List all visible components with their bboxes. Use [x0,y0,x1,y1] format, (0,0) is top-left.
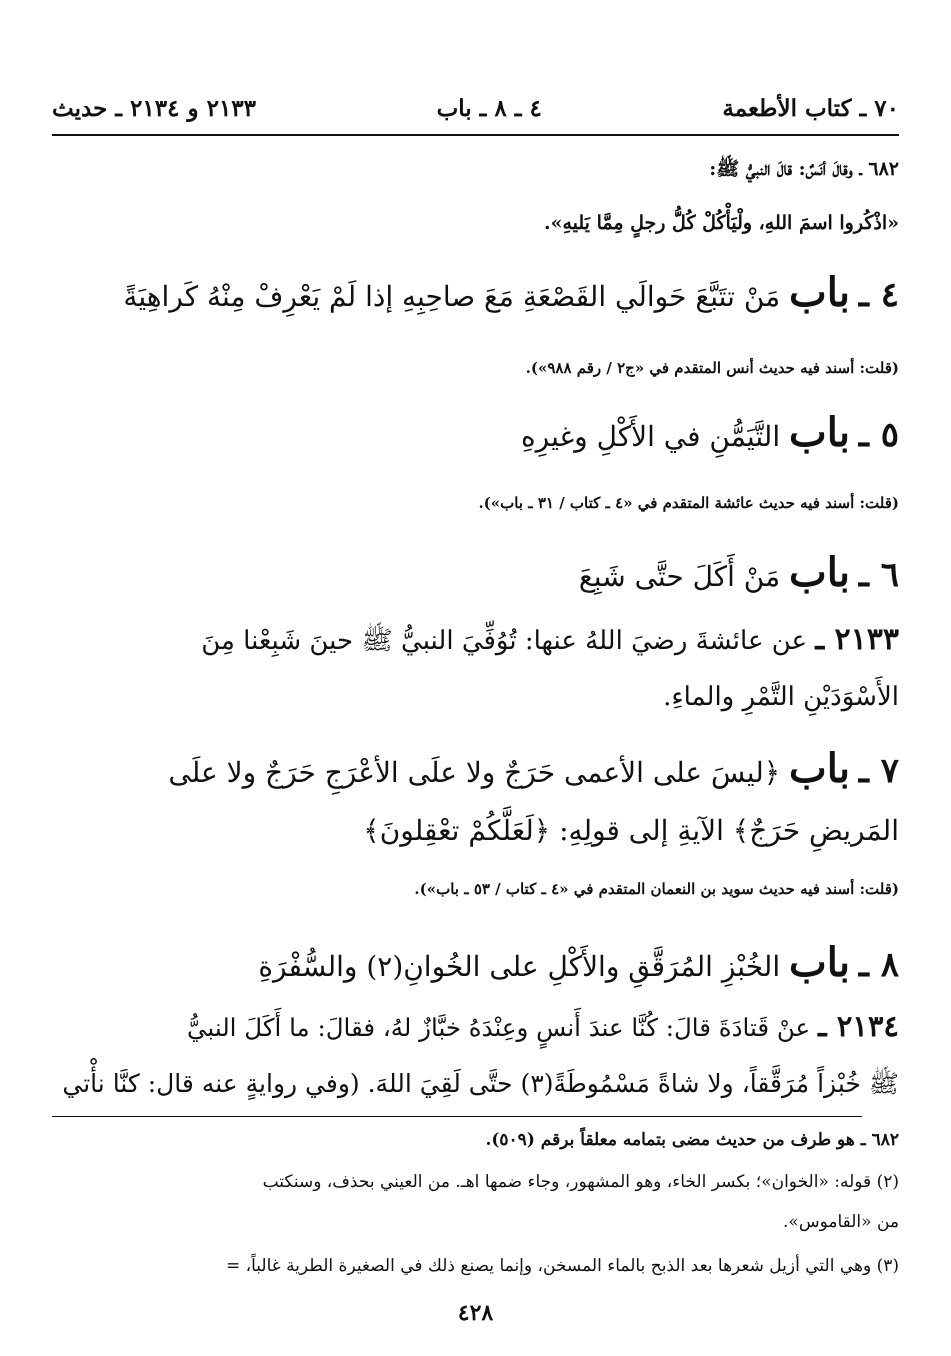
hadith-text-line-1: عنْ قَتادَةَ قالَ: كُنَّا عندَ أَنسٍ وعِنْدَهُ خبَّازٌ لهُ، فقالَ: ما أَكَلَ النبيُّ [187,1013,811,1042]
hadith-number: ٢١٣٤ ـ [818,1009,899,1043]
header-chapter-range: ٤ ـ ٨ ـ باب [436,94,542,122]
intro-line-1: ٦٨٢ ـ وقالَ أنَسٌ: قالَ النبيُّ ﷺ: [709,158,899,180]
editor-note-3: (قلت: أسند فيه حديث سويد بن النعمان المتقدم في «٤ ـ كتاب / ٥٣ ـ باب»). [414,880,899,898]
intro-line-2: «اذْكُروا اسمَ اللهِ، ولْيَأْكُلْ كُلُّ رجلٍ مِمَّا يَليهِ». [543,212,899,234]
chapter-word: باب [789,269,851,316]
chapter-word: باب [789,745,851,792]
hadith-2134 [52,998,899,1112]
chapter-title: ﴿ليسَ على الأعمى حَرَجٌ ولا علَى الأعْرَجِ حَرَجٌ ولا علَى [168,756,781,789]
header-book-title: ٧٠ ـ كتاب الأطعمة [722,94,899,122]
chapter-title: الخُبْزِ المُرَقَّقِ والأَكْلِ على الخُوانِ(٢) والسُّفْرَةِ [258,950,781,983]
chapter-title: مَنْ أَكَلَ حتَّى شَبِعَ [578,560,781,593]
hadith-number: ٢١٣٣ ـ [815,622,899,657]
chapter-number: ٥ ـ [858,415,899,455]
footnote-2-line-1: (٢) قوله: «الخوان»؛ بكسر الخاء، وهو المشهور، وجاء ضمها اهـ. من العيني بحذف، وسنكتب [262,1172,899,1192]
chapter-title: التَّيَمُّنِ في الأَكْلِ وغيرِهِ [520,420,781,453]
chapter-title: مَنْ تتَبَّعَ حَوالَي القَصْعَةِ مَعَ صاحِبِهِ إذا لَمْ يَعْرِفْ مِنْهُ كَراهِيَةً [123,280,781,313]
chapter-number: ٤ ـ [858,275,899,315]
hadith-text-line-2: ﷺ خُبْزاً مُرَقَّقاً، ولا شاةً مَسْمُوطَةً(٣) حتَّى لَقِيَ اللهَ. (وفي روايةٍ عنه قال: كنَّا نأْتي [62,1069,899,1098]
running-header [52,88,899,136]
chapter-heading-4 [52,270,899,320]
chapter-heading-5 [52,410,899,460]
footnote-divider [52,1116,862,1117]
chapter-word: باب [789,939,851,986]
hadith-text-line-2: الأَسْوَدَيْنِ التَّمْرِ والماءِ. [663,682,899,712]
editor-note-2: (قلت: أسند فيه حديث عائشة المتقدم في «٤ ـ كتاب / ٣١ ـ باب»). [478,494,899,512]
chapter-number: ٧ ـ [858,751,899,791]
chapter-heading-7 [52,746,899,854]
page-number: ٤٢٨ [457,1300,494,1326]
chapter-heading-6 [52,550,899,600]
chapter-title-line-2: المَريضِ حَرَجٌ﴾ الآيةِ إلى قولِهِ: ﴿لَعَلَّكُمْ تعْقِلونَ﴾ [363,814,899,847]
editor-note-1: (قلت: أسند فيه حديث أنس المتقدم في «ج٢ / رقم ٩٨٨»). [525,359,899,377]
header-hadith-range: ٢١٣٣ و ٢١٣٤ ـ حديث [52,94,257,122]
chapter-word: باب [789,549,851,596]
chapter-word: باب [789,409,851,456]
footnote-2-line-2: من «القاموس». [783,1212,899,1232]
chapter-heading-8 [52,940,899,990]
footnote-3: (٣) وهي التي أزيل شعرها بعد الذبح بالماء المسخن، وإنما يصنع ذلك في الصغيرة الطرية غالباً، = [225,1256,899,1276]
hadith-2133 [52,612,899,725]
chapter-number: ٦ ـ [858,555,899,595]
hadith-text-line-1: عن عائشةَ رضيَ اللهُ عنها: تُوُفِّيَ النبيُّ ﷺ حينَ شَبِعْنا مِنَ [201,626,808,656]
chapter-number: ٨ ـ [858,945,899,985]
footnote-682: ٦٨٢ ـ هو طرف من حديث مضى بتمامه معلقاً برقم (٥٠٩). [485,1130,899,1150]
